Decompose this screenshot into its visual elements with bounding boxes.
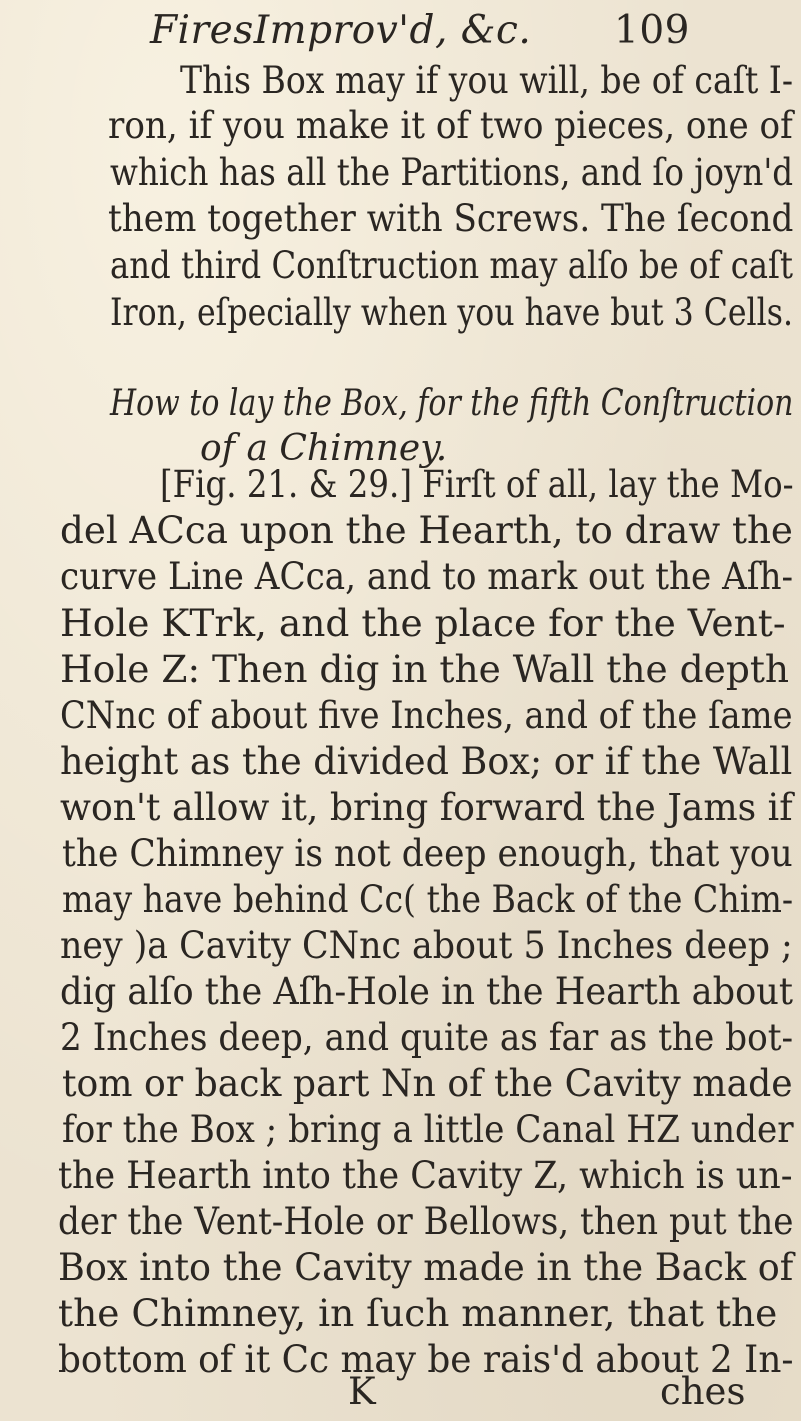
text-line: tom or back part Nn of the Cavity made	[62, 1061, 793, 1105]
text-line: them together with Screws. The ſecond	[108, 196, 794, 240]
text-line: 2 Inches deep, and quite as far as the bot-	[60, 1015, 794, 1059]
text-line: Hole Z: Then dig in the Wall the depth	[60, 647, 790, 691]
signature-mark: K	[348, 1370, 376, 1413]
text-line: curve Line ACca, and to mark out the Aſh-	[60, 554, 794, 598]
text-line: the Hearth into the Cavity Z, which is un-	[58, 1153, 793, 1197]
heading-line: How to lay the Box, for the fifth Conſtruction	[110, 383, 794, 424]
heading-line: of a Chimney.	[200, 428, 448, 469]
text-line: and third Conſtruction may alſo be of caſt	[110, 243, 793, 287]
page-number: 109	[614, 8, 690, 53]
text-line: won't allow it, bring forward the Jams if	[60, 785, 793, 829]
text-line: ron, if you make it of two pieces, one of	[108, 103, 793, 147]
text-line: which has all the Partitions, and ſo joyn'd	[110, 150, 794, 194]
text-line: bottom of it Cc may be rais'd about 2 In-	[58, 1337, 794, 1381]
text-line: dig alſo the Aſh-Hole in the Hearth about	[60, 969, 793, 1013]
text-line: the Chimney, in ſuch manner, that the	[58, 1291, 778, 1335]
text-line: Box into the Cavity made in the Back of	[58, 1245, 794, 1289]
text-line: Hole KTrk, and the place for the Vent-	[60, 601, 786, 645]
text-line: ney )a Cavity CNnc about 5 Inches deep ;	[60, 923, 793, 967]
text-line: may have behind Cc( the Back of the Chim-	[62, 877, 794, 921]
catchword: ches	[660, 1370, 746, 1413]
text-line: the Chimney is not deep enough, that you	[62, 831, 793, 875]
running-title: FiresImprov'd, &c.	[150, 8, 532, 53]
text-line: Iron, eſpecially when you have but 3 Cells.	[110, 290, 793, 334]
text-line: del ACca upon the Hearth, to draw the	[60, 508, 793, 552]
text-line: CNnc of about five Inches, and of the ſame	[60, 693, 793, 737]
text-line: [Fig. 21. & 29.] Firſt of all, lay the Mo-	[160, 462, 794, 506]
text-line: for the Box ; bring a little Canal HZ under	[62, 1107, 794, 1151]
text-line: height as the divided Box; or if the Wall	[60, 739, 793, 783]
text-line: This Box may if you will, be of caſt I-	[180, 58, 794, 102]
running-head	[150, 8, 690, 64]
text-line: der the Vent-Hole or Bellows, then put the	[58, 1199, 794, 1243]
